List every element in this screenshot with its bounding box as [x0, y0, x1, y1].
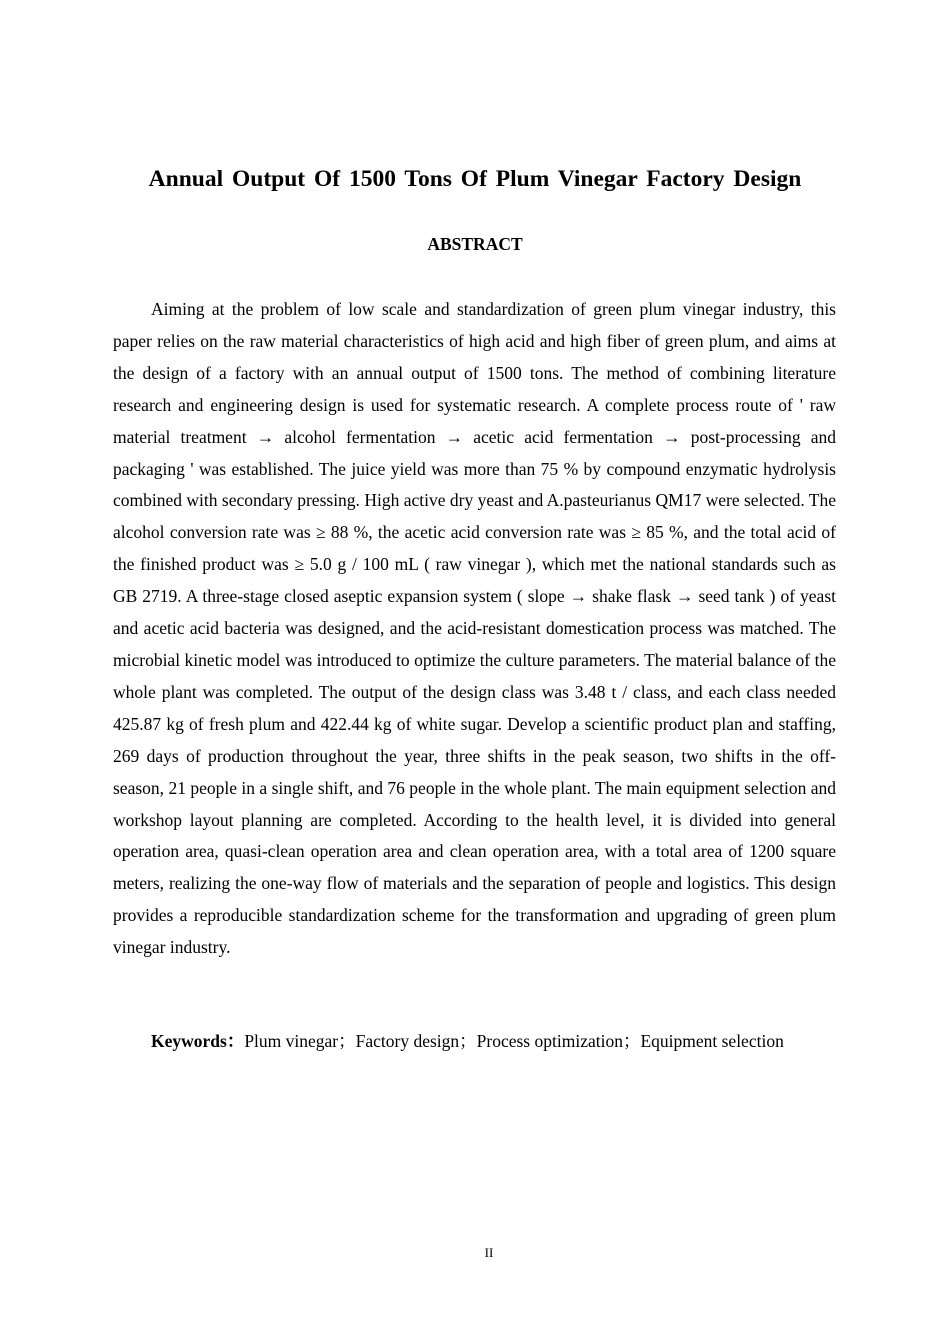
- abstract-body: Aiming at the problem of low scale and standardization of green plum vinegar industry, this paper relies on the raw material characteristics of high acid and high fiber of green plum, and aims at the design of a factory with an annual output of 1500 tons. The method of combining literature research and engineering design is used for systematic research. A complete process route of ' raw material treatment → alcohol fermentation → acetic acid fermentation → post-processing and packaging ' was established. The juice yield was more than 75 % by compound enzymatic hydrolysis combined with secondary pressing. High active dry yeast and A.pasteurianus QM17 were selected. The alcohol conversion rate was ≥ 88 %, the acetic acid conversion rate was ≥ 85 %, and the total acid of the finished product was ≥ 5.0 g / 100 mL ( raw vinegar ), which met the national standards such as GB 2719. A three-stage closed aseptic expansion system ( slope → shake flask → seed tank ) of yeast and acetic acid bacteria was designed, and the acid-resistant domestication process was matched. The microbial kinetic model was introduced to optimize the culture parameters. The material balance of the whole plant was completed. The output of the design class was 3.48 t / class, and each class needed 425.87 kg of fresh plum and 422.44 kg of white sugar. Develop a scientific product plan and staffing, 269 days of production throughout the year, three shifts in the peak season, two shifts in the off-season, 21 people in a single shift, and 76 people in the whole plant. The main equipment selection and workshop layout planning are completed. According to the health level, it is divided into general operation area, quasi-clean operation area and clean operation area, with a total area of 1200 square meters, realizing the one-way flow of materials and the separation of people and logistics. This design provides a reproducible standardization scheme for the transformation and upgrading of green plum vinegar industry.: [113, 299, 836, 958]
- document-title: Annual Output Of 1500 Tons Of Plum Vinegar Factory Design: [148, 166, 802, 192]
- keywords-label: Keywords：: [151, 1031, 245, 1051]
- keywords-paragraph: [113, 1026, 836, 1057]
- abstract-heading: ABSTRACT: [427, 234, 523, 254]
- page-number: II: [484, 1245, 494, 1260]
- keywords-text: Plum vinegar；Factory design；Process optimization；Equipment selection: [244, 1031, 784, 1051]
